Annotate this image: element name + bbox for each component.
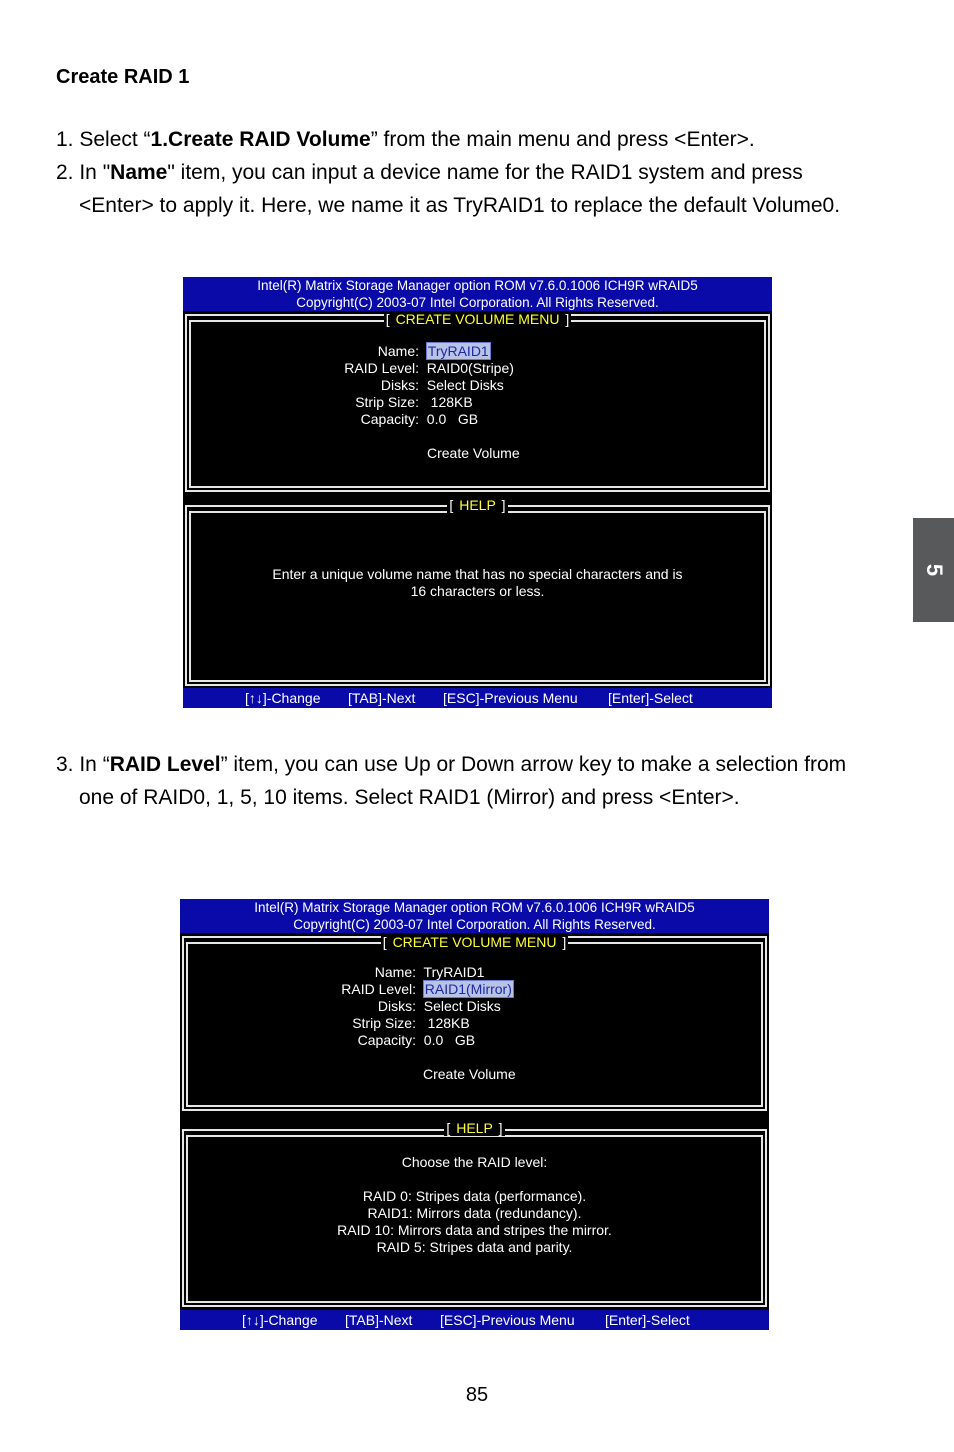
disks-row[interactable]: [276, 998, 501, 1015]
help-title-text: HELP: [456, 1120, 493, 1136]
raid-level-label: RAID Level:: [341, 981, 416, 997]
disks-value[interactable]: Select Disks: [426, 377, 504, 393]
key-change-hint: [↑↓]-Change: [242, 1312, 318, 1328]
disks-value[interactable]: Select Disks: [423, 998, 501, 1014]
strip-size-label: Strip Size:: [352, 1015, 416, 1031]
name-value[interactable]: TryRAID1: [423, 964, 485, 980]
help-title: [ HELP ]: [446, 1120, 503, 1136]
step-1-text: 1. Select “: [56, 128, 151, 151]
create-volume-title: [ CREATE VOLUME MENU ]: [382, 934, 567, 950]
step-3-bold: RAID Level: [109, 753, 221, 776]
bios-header-line2: Copyright(C) 2003-07 Intel Corporation. All Rights Reserved.: [293, 917, 656, 932]
raid-level-row[interactable]: [279, 360, 514, 377]
name-field[interactable]: TryRAID1: [427, 343, 489, 359]
help-line-2: 16 characters or less.: [410, 583, 545, 599]
menu-title-text: CREATE VOLUME MENU: [395, 311, 560, 327]
bios-header-line1: Intel(R) Matrix Storage Manager option ROM v7.6.0.1006 ICH9R wRAID5: [257, 278, 698, 293]
name-label: Name:: [377, 343, 419, 359]
create-volume-title: [ CREATE VOLUME MENU ]: [385, 311, 570, 327]
name-label: Name:: [374, 964, 416, 980]
raid-level-value[interactable]: RAID0(Stripe): [426, 360, 514, 376]
capacity-row[interactable]: [276, 1032, 475, 1049]
capacity-value[interactable]: 0.0 GB: [423, 1032, 476, 1048]
step-3-continuation: one of RAID0, 1, 5, 10 items. Select RAID1 (Mirror) and press <Enter>.: [79, 786, 740, 809]
help-line-4: RAID1: Mirrors data (redundancy).: [367, 1205, 582, 1221]
key-next-hint: [TAB]-Next: [348, 690, 416, 706]
step-2-text: 2. In ": [56, 161, 111, 184]
disks-label: Disks:: [377, 998, 416, 1014]
chapter-number: 5: [921, 563, 947, 577]
bios-header-line1: Intel(R) Matrix Storage Manager option ROM v7.6.0.1006 ICH9R wRAID5: [254, 900, 695, 915]
step-3-text: 3. In “: [56, 753, 110, 776]
step-2-bold: Name: [110, 161, 168, 184]
key-next-hint: [TAB]-Next: [345, 1312, 413, 1328]
raid-level-label: RAID Level:: [344, 360, 419, 376]
bios-screen-2: [180, 899, 769, 1330]
capacity-label: Capacity:: [357, 1032, 416, 1048]
bios-header-line2: Copyright(C) 2003-07 Intel Corporation. All Rights Reserved.: [296, 295, 659, 310]
key-change-hint: [↑↓]-Change: [245, 690, 321, 706]
key-select-hint: [Enter]-Select: [608, 690, 693, 706]
strip-size-value[interactable]: 128KB: [426, 394, 473, 410]
capacity-label: Capacity:: [360, 411, 419, 427]
name-row[interactable]: [279, 343, 490, 360]
step-2-continuation: <Enter> to apply it. Here, we name it as TryRAID1 to replace the default Volume0.: [79, 194, 841, 217]
name-row[interactable]: [276, 964, 484, 981]
disks-row[interactable]: [279, 377, 504, 394]
help-line-1: Enter a unique volume name that has no special characters and is: [272, 566, 683, 582]
help-line-1: Choose the RAID level:: [401, 1154, 548, 1170]
step-2-text-end: " item, you can input a device name for the RAID1 system and press: [167, 161, 803, 184]
help-line-6: RAID 5: Stripes data and parity.: [376, 1239, 573, 1255]
create-volume-button[interactable]: Create Volume: [427, 445, 520, 461]
chapter-tab: [913, 518, 954, 622]
strip-size-value[interactable]: 128KB: [423, 1015, 470, 1031]
capacity-value[interactable]: 0.0 GB: [426, 411, 479, 427]
raid-level-row[interactable]: [276, 981, 513, 998]
strip-size-row[interactable]: [279, 394, 473, 411]
page-number: 85: [465, 1384, 489, 1406]
help-line-3: RAID 0: Stripes data (performance).: [362, 1188, 587, 1204]
step-1: [56, 123, 916, 156]
bios-header: [180, 899, 769, 933]
key-prev-hint: [ESC]-Previous Menu: [443, 690, 578, 706]
help-title-text: HELP: [459, 497, 496, 513]
step-1-text-end: ” from the main menu and press <Enter>.: [370, 128, 755, 151]
menu-title-text: CREATE VOLUME MENU: [392, 934, 557, 950]
strip-size-row[interactable]: [276, 1015, 470, 1032]
raid-level-selected[interactable]: RAID1(Mirror): [424, 981, 512, 997]
step-1-bold: 1.Create RAID Volume: [150, 128, 371, 151]
bios-header: [183, 277, 772, 311]
step-2: [56, 156, 916, 222]
step-3: [56, 748, 916, 814]
section-heading: Create RAID 1: [56, 66, 190, 88]
step-3-text-end: ” item, you can use Up or Down arrow key to make a selection from: [220, 753, 847, 776]
key-select-hint: [Enter]-Select: [605, 1312, 690, 1328]
capacity-row[interactable]: [279, 411, 478, 428]
key-prev-hint: [ESC]-Previous Menu: [440, 1312, 575, 1328]
bios-footer: [183, 688, 772, 708]
help-line-5: RAID 10: Mirrors data and stripes the mirror.: [337, 1222, 612, 1238]
strip-size-label: Strip Size:: [355, 394, 419, 410]
disks-label: Disks:: [380, 377, 419, 393]
create-volume-button[interactable]: Create Volume: [423, 1066, 516, 1082]
bios-screen-1: [183, 277, 772, 708]
bios-footer: [180, 1310, 769, 1330]
help-title: [ HELP ]: [449, 497, 506, 513]
